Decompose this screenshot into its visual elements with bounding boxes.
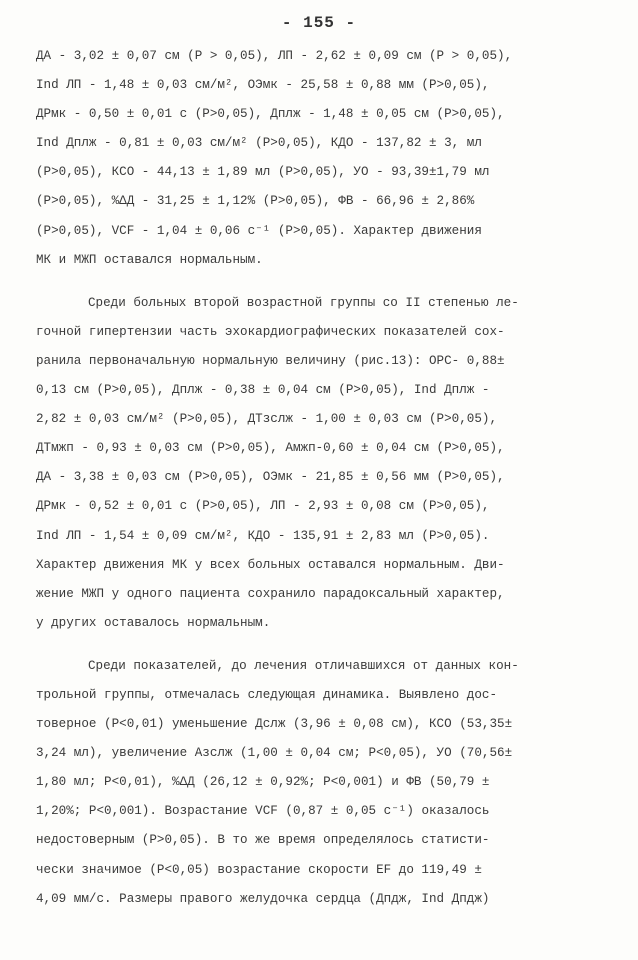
text-line: 0,13 см (P>0,05), Дплж - 0,38 ± 0,04 см (P>0,05), Ind Дплж - [36,383,490,398]
text-line: трольной группы, отмечалась следующая динамика. Выявлено дос- [36,687,498,702]
text-line: (P>0,05), КСО - 44,13 ± 1,89 мл (P>0,05), УО - 93,39±1,79 мл [36,165,490,180]
paragraph-gap [36,275,616,289]
text-line: ДРмк - 0,50 ± 0,01 с (P>0,05), Дплж - 1,48 ± 0,05 см (P>0,05), [36,107,505,122]
text-line: (P>0,05), %ΔД - 31,25 ± 1,12% (P>0,05), ФВ - 66,96 ± 2,86% [36,194,475,209]
text-line: 3,24 мл), увеличение Азслж (1,00 ± 0,04 см; P<0,05), УО (70,56± [36,746,513,761]
text-line: недостоверным (P>0,05). В то же время определялось статисти- [36,833,490,848]
paragraph [36,289,616,638]
paragraph [36,652,616,914]
text-line: жение МЖП у одного пациента сохранило парадоксальный характер, [36,586,505,601]
text-line: Среди показателей, до лечения отличавшихся от данных кон- [88,658,519,673]
text-line: ДА - 3,02 ± 0,07 см (P > 0,05), ЛП - 2,62 ± 0,09 см (P > 0,05), [36,49,513,63]
text-line: (P>0,05), VCF - 1,04 ± 0,06 с⁻¹ (P>0,05). Характер движения [36,223,482,238]
text-line: гочной гипертензии часть эхокардиографических показателей сох- [36,324,505,339]
text-line: чески значимое (P<0,05) возрастание скорости EF до 119,49 ± [36,862,482,877]
paragraph [36,42,616,275]
text-line: ДРмк - 0,52 ± 0,01 с (P>0,05), ЛП - 2,93 ± 0,08 см (P>0,05), [36,499,490,514]
text-line: 4,09 мм/с. Размеры правого желудочка сердца (Дпдж, Ind Дпдж) [36,891,490,906]
text-line: Ind ЛП - 1,54 ± 0,09 см/м², КДО - 135,91 ± 2,83 мл (P>0,05). [36,528,490,543]
text-line: Характер движения МК у всех больных оставался нормальным. Дви- [36,557,505,572]
text-line: у других оставалось нормальным. [36,615,271,630]
text-line: ранила первоначальную нормальную величину (рис.13): ОРС- 0,88± [36,353,505,368]
text-line: 2,82 ± 0,03 см/м² (P>0,05), ДТзслж - 1,00 ± 0,03 см (P>0,05), [36,412,498,427]
text-line: товерное (P<0,01) уменьшение Дслж (3,96 ± 0,08 см), КСО (53,35± [36,717,513,732]
text-line: МК и МЖП оставался нормальным. [36,252,263,267]
text-line: ДА - 3,38 ± 0,03 см (P>0,05), ОЭмк - 21,85 ± 0,56 мм (P>0,05), [36,470,505,485]
text-line: Ind Дплж - 0,81 ± 0,03 см/м² (P>0,05), КДО - 137,82 ± 3, мл [36,136,482,151]
text-line: 1,20%; P<0,001). Возрастание VCF (0,87 ± 0,05 с⁻¹) оказалось [36,804,490,819]
text-line: ДТмжп - 0,93 ± 0,03 см (P>0,05), Амжп-0,60 ± 0,04 см (P>0,05), [36,441,505,456]
text-line: 1,80 мл; P<0,01), %ΔД (26,12 ± 0,92%; P<0,001) и ФВ (50,79 ± [36,775,490,790]
paragraph-gap [36,638,616,652]
body-text [36,42,616,914]
page-number: - 155 - [281,14,357,32]
text-line: Ind ЛП - 1,48 ± 0,03 см/м², ОЭмк - 25,58 ± 0,88 мм (P>0,05), [36,78,490,93]
text-line: Среди больных второй возрастной группы со II степенью ле- [88,295,519,310]
